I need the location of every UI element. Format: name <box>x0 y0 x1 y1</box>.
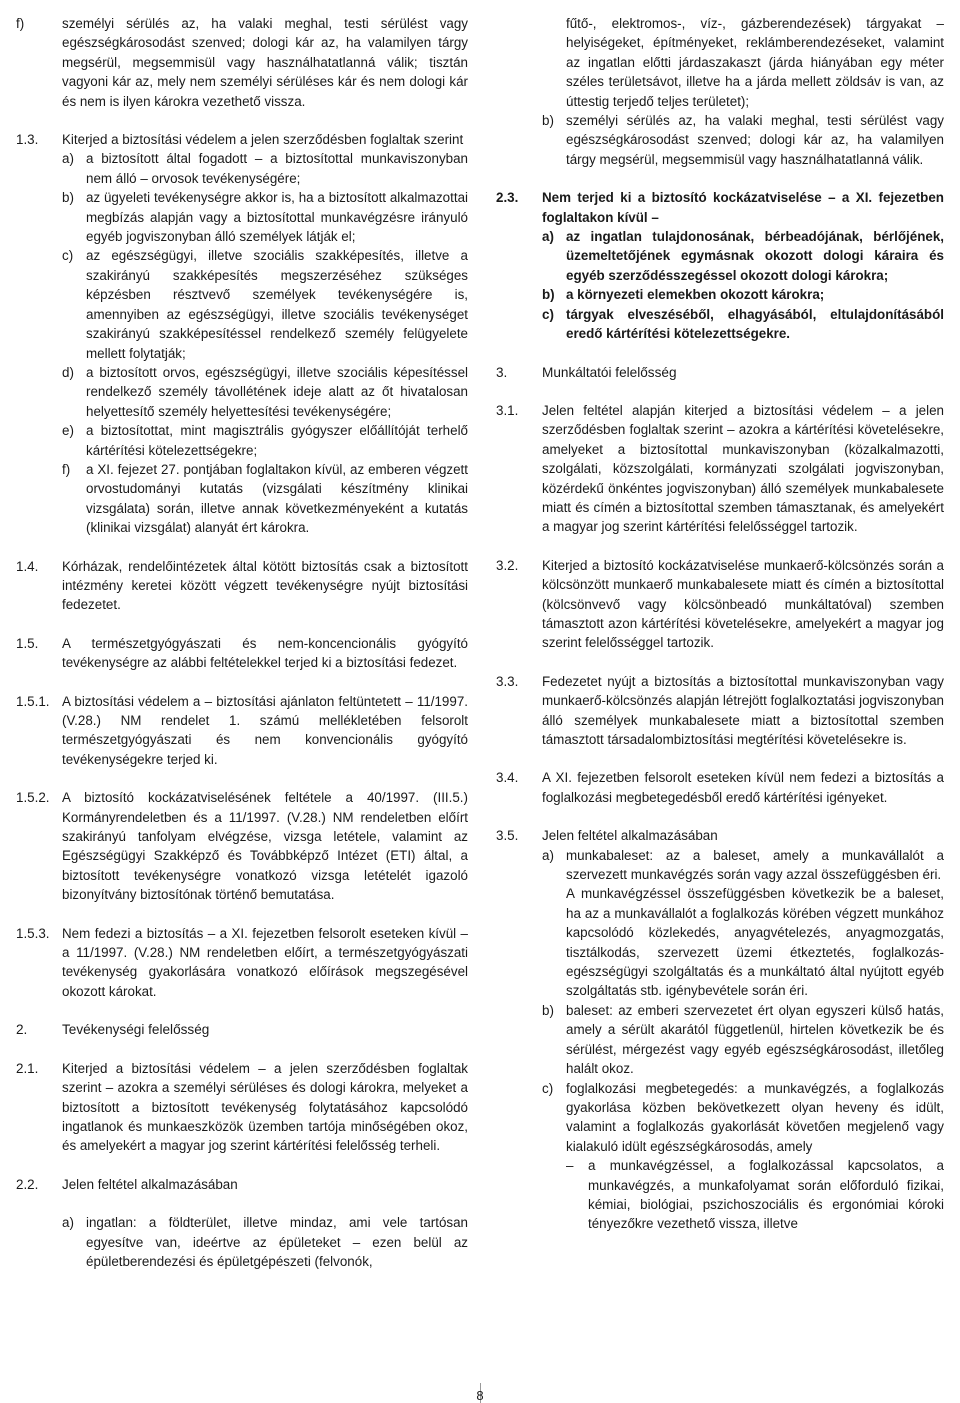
section-number: 1.5.3. <box>16 925 50 941</box>
item-text: a környezeti elemekben okozott károkra; <box>566 287 825 303</box>
section-text: A biztosító kockázatviselésének feltétele a 40/1997. (III.5.) Kormányrendeletben és a 11/1997. (V.28.) NM rendeletben előírt szakirányú tanfolyam elvégzése, vizsga letétele, valamint az Egészségügyi Szakképző és Továbbképző Intézet (ETI) által, a biztosított tevékenységre vonatkozó vizsga letételét igazoló bizonyítvány biztosítónak történő bemutatása. <box>62 790 468 903</box>
paragraph-text: személyi sérülés az, ha valaki meghal, testi sérülést vagy egészségkárosodást szenved; dologi kár az, ha valamilyen tárgy megsérül, megsemmisül vagy használhatatlanná válik; tisztán vagyoni kár az, mely nem személyi sérüléses kár és nem dologi kár és nem is ilyen károkra vezethető vissza. <box>62 16 468 109</box>
item-text: A munkavégzéssel összefüggésben következik be a baleset, ha az a munkavállalót a foglalkozás körében végzett munkához kapcsolódó közlekedés, anyagvételezés, anyagmozgatás, tisztálkodás, szervezett üzemi étkeztetés, foglalkozás-egészségügyi szolgáltatás és a munkáltató által nyújtott egyéb szolgáltatás stb. igénybevétele során éri. <box>566 886 944 999</box>
section-number: 3.1. <box>496 402 519 418</box>
left-column <box>16 14 468 1290</box>
item-marker: f) <box>16 16 25 31</box>
section-number: 3.2. <box>496 557 519 573</box>
section-3-1 <box>496 401 944 537</box>
list-item <box>62 1213 468 1271</box>
section-1-5-1 <box>16 692 468 770</box>
dash-marker: – <box>566 1158 574 1174</box>
item-text: az ügyeleti tevékenységre akkor is, ha a biztosított alkalmazottai megbízás alapján vagy a biztosítottal munkavégzésre irányuló egyéb jogviszonyban álló személyek látják el; <box>86 190 468 245</box>
item-text: a biztosítottat, mint magisztrális gyógyszer előállítóját terhelő kártérítési kötelezettségekre; <box>86 423 468 458</box>
list-item <box>62 188 468 246</box>
section-3-2 <box>496 556 944 653</box>
section-1-4 <box>16 557 468 615</box>
item-text: ingatlan: a földterület, illetve mindaz, ami vele tartósan egyesítve van, ideértve az épületeket – ezen belül az épületberendezési és épületgépészeti (felvonók, <box>86 1215 468 1269</box>
item-text: munkabaleset: az a baleset, amely a munkavállalót a szervezett munkavégzés során vagy azzal összefüggésben éri. <box>566 847 944 883</box>
list-item <box>542 111 944 169</box>
section-text: Kiterjed a biztosítási védelem – a jelen szerződésben foglaltak szerint – azokra a személyi sérüléses és dologi károkra, melyeket a biztosított a biztosított tevékenység folytatásához kapcsolódó ingatlanok és munkaeszközök üzemben tartója minőségében okoz, és amelyekért a magyar jog szerint kártérítési felelősség terheli. <box>62 1060 468 1154</box>
section-number: 2. <box>16 1022 28 1038</box>
section-3-5 <box>496 826 944 1234</box>
section-intro: Kiterjed a biztosítási védelem a jelen szerződésben foglaltak szerint <box>62 132 464 148</box>
page-number: 8 <box>476 1388 484 1403</box>
item-marker: f) <box>62 461 71 477</box>
item-marker: d) <box>62 364 74 380</box>
item-marker: a) <box>62 1215 74 1231</box>
section-number: 3.3. <box>496 673 519 689</box>
section-number: 2.2. <box>16 1176 39 1192</box>
section-number: 3.4. <box>496 770 519 786</box>
list-item <box>542 1079 944 1157</box>
item-text: tárgyak elveszéséből, elhagyásából, eltulajdonításából eredő kártérítési kötelezettségekre. <box>566 306 944 342</box>
item-text: a biztosított által fogadott – a biztosítottal munkaviszonyban nem álló – orvosok tevékenységére; <box>86 151 468 186</box>
section-number: 1.3. <box>16 132 39 148</box>
section-number: 3.5. <box>496 828 519 844</box>
section-intro: Nem terjed ki a biztosító kockázatviselése – a XI. fejezetben foglaltakon kívül – <box>542 190 944 225</box>
section-3-4 <box>496 768 944 807</box>
section-intro: Jelen feltétel alkalmazásában <box>62 1176 238 1192</box>
section-1-5-3 <box>16 924 468 1002</box>
section-number: 1.5. <box>16 635 39 651</box>
section-1-5 <box>16 634 468 673</box>
section-text: A biztosítási védelem a – biztosítási ajánlaton feltüntetett – 11/1997. (V.28.) NM rendelet 1. számú mellékletében felsorolt természetgyógyászati és nem konvencionális gyógyító tevékenységekre terjed ki. <box>62 693 468 767</box>
section-title: Munkáltatói felelősség <box>542 364 677 380</box>
item-marker: c) <box>542 1080 554 1096</box>
section-3-3 <box>496 672 944 750</box>
item-marker: c) <box>62 248 74 264</box>
section-text: Jelen feltétel alapján kiterjed a biztosítási védelem – a jelen szerződésben foglaltak szerint – azokra a kártérítési követelésekre, amelyeket a biztosítottal munkaviszonyban (közalkalmazotti, szolgálati, közszolgálati, kormányzati szolgálati jogviszonyban, közérdekű önkéntes jogviszonyban) álló személyek munkabalesete miatt és címén a biztosítottal szemben támasztanak, és amelyekért a magyar jog szerint kártérítési felelősséggel tartozik. <box>542 402 944 535</box>
section-2-1 <box>16 1059 468 1156</box>
section-text: A XI. fejezetben felsorolt eseteken kívül nem fedezi a biztosítás a foglalkozási megbetegedésből eredő kártérítési igényeket. <box>542 770 944 805</box>
section-number: 1.5.1. <box>16 693 50 709</box>
item-text: az ingatlan tulajdonosának, bérbeadójának, bérlőjének, üzemeltetőjének egymásnak okozott dologi káraira és egyéb szerződésszegéssel okozott dologi károkra; <box>566 229 944 283</box>
section-number: 3. <box>496 364 508 380</box>
item-text: baleset: az emberi szervezetet ért olyan egyszeri külső hatás, amely a sérült akarától függetlenül, hirtelen következik be és sérülést, mérgezést vagy egyéb egészségkárosodást, illetőleg halált okoz. <box>566 1002 944 1077</box>
section-number: 1.5.2. <box>16 790 50 806</box>
list-item <box>62 363 468 421</box>
list-item <box>62 421 468 460</box>
item-text: a biztosított orvos, egészségügyi, illetve szociális képesítéssel rendelkező személy távollétének ideje alatt az őt hivatalosan helyettesítő személy helyettesítési tevékenységére; <box>86 364 468 419</box>
list-item <box>542 285 944 304</box>
paragraph-f <box>16 14 468 111</box>
section-text: Fedezetet nyújt a biztosítás a biztosítottal munkaviszonyban vagy munkaerő-kölcsönzés alapján létrejött foglalkoztatási jogviszonyban álló személyek munkabalesete miatt a biztosítottal szemben támasztott társadalombiztosítási megtérítési követelésekre is. <box>542 673 944 747</box>
section-3-heading <box>496 363 944 382</box>
item-text: fűtő-, elektromos-, víz-, gázberendezések) tárgyakat – helyiségeket, építményeket, reklámberendezéseket, valamint az ingatlan előtti járdaszakaszt (járda hiányában egy méter széles területsávot, illetve ha a járda mellett zöldsáv is van, az úttestig terjedő teljes területet); <box>566 16 944 109</box>
item-marker: b) <box>542 1002 554 1018</box>
list-item <box>62 246 468 362</box>
list-item <box>62 149 468 188</box>
item-text: a munkavégzéssel, a foglalkozással kapcsolatos, a munkavégzés, a munkafolyamat során előforduló fizikai, kémiai, biológiai, pszichoszociális és ergonómiai kóroki tényezőkre vezethető vissza, illetve <box>588 1158 944 1232</box>
section-number: 1.4. <box>16 558 39 574</box>
item-text: az egészségügyi, illetve szociális szakképesítés, illetve a szakirányú szakképesítés megszerzéséhez szükséges képzésben résztvevő személyek tevékenységére is, amennyiben az egészségügyi, illetve szociális tevékenységet szakirányú szakképesítéssel rendelkező személy felügyelete mellett folytatják; <box>86 248 468 361</box>
dash-list-item <box>520 1156 944 1234</box>
right-column <box>496 14 944 1253</box>
section-title: Tevékenységi felelősség <box>62 1022 210 1038</box>
section-intro: Jelen feltétel alkalmazásában <box>542 828 718 844</box>
item-marker: b) <box>62 190 74 206</box>
section-2-3 <box>496 188 944 343</box>
section-1-5-2 <box>16 788 468 904</box>
section-number: 2.3. <box>496 190 519 206</box>
continued-item-a <box>496 14 944 169</box>
item-marker: b) <box>542 113 554 129</box>
list-item <box>542 846 944 885</box>
list-item <box>62 460 468 538</box>
item-marker: a) <box>62 151 74 167</box>
list-item-continued <box>542 884 944 1000</box>
section-text: A természetgyógyászati és nem-koncencionális gyógyító tevékenységre az alábbi feltételekkel terjed ki a biztosítási fedezet. <box>62 635 468 671</box>
section-number: 2.1. <box>16 1060 39 1076</box>
list-item <box>542 227 944 285</box>
section-2-2 <box>16 1175 468 1272</box>
section-text: Kórházak, rendelőintézetek által kötött biztosítás csak a biztosított intézmény keretei között végzett tevékenységre nyújt biztosítási fedezetet. <box>62 558 468 613</box>
item-text: foglalkozási megbetegedés: a munkavégzés, a foglalkozás gyakorlása közben bekövetkezett olyan heveny és idült, valamint a foglalkozás gyakorlását követően megjelenő vagy kialakuló idült egészségkárosodás, amely <box>566 1080 944 1154</box>
item-marker: a) <box>542 229 554 245</box>
section-1-3 <box>16 130 468 538</box>
item-marker: a) <box>542 847 554 863</box>
item-text: személyi sérülés az, ha valaki meghal, testi sérülést vagy egészségkárosodást szenved; dologi kár az, ha valamilyen tárgy megsérül, megsemmisül vagy használhatatlanná válik. <box>566 113 944 167</box>
list-item <box>542 305 944 344</box>
item-marker: c) <box>542 306 554 322</box>
section-text: Kiterjed a biztosító kockázatviselése munkaerő-kölcsönzés során a kölcsönzött munkaerő munkabalesete miatt és címén a biztosítottal (kölcsönvevő vagy kölcsönbeadó munkáltatóval) szemben támasztott azon kártérítési követelésekre, amelyekért a magyar jog szerint felelősséggel tartozik. <box>542 557 944 651</box>
list-item <box>542 1001 944 1079</box>
section-2-heading <box>16 1020 468 1039</box>
item-text: a XI. fejezet 27. pontjában foglaltakon kívül, az emberen végzett orvostudományi kutatás (vizsgálati készítmény klinikai vizsgálata) során, illetve annak következményeként a kutatás (klinikai vizsgálat) alanyát ért károkra. <box>86 461 468 536</box>
section-text: Nem fedezi a biztosítás – a XI. fejezetben felsorolt eseteken kívül – a 11/1997. (V.28.) NM rendeletben előírt, a természetgyógyászati tevékenység gyakorlására vonatkozó előírások megszegésével okozott károkat. <box>62 925 468 999</box>
list-item-continued <box>542 14 944 111</box>
item-marker: e) <box>62 423 74 439</box>
item-marker: b) <box>542 287 555 303</box>
